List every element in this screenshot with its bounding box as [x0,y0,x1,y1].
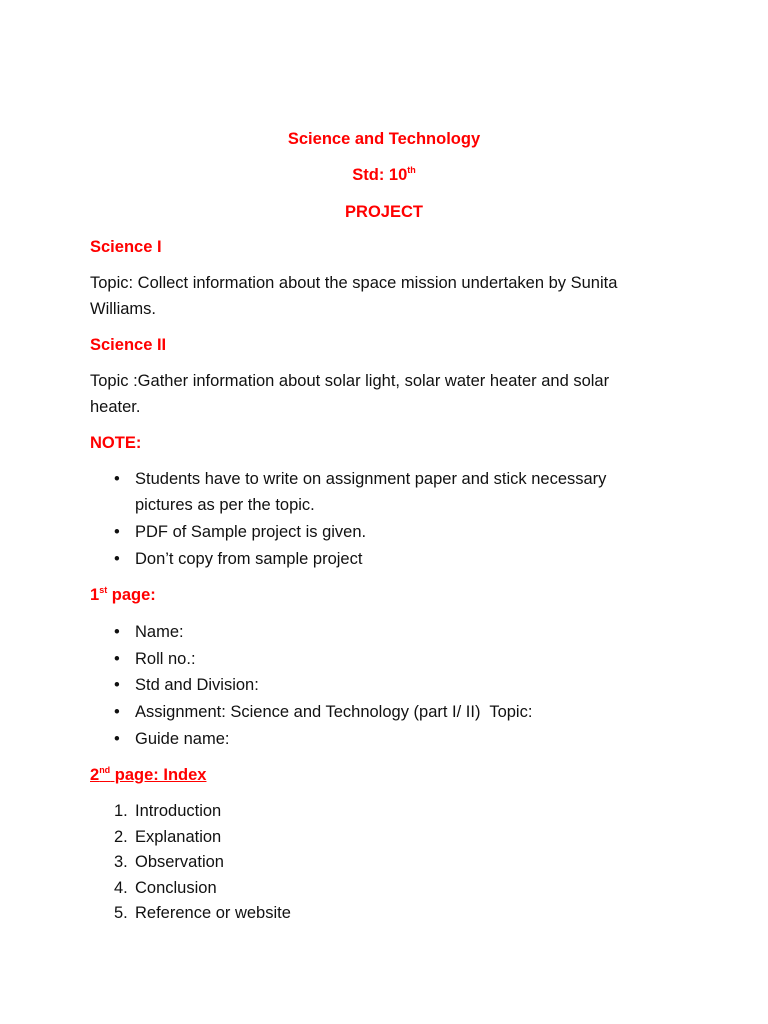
first-page-item [90,650,690,676]
project-heading: PROJECT [345,203,423,221]
note-item [90,550,690,580]
bullet-icon: • [114,623,120,641]
document-title: Science and Technology [287,130,481,148]
note-item-text-continued: pictures as per the topic. [135,496,315,514]
standard-heading [0,166,768,185]
index-item [90,904,690,930]
bullet-icon: • [114,650,120,668]
science-2-topic-line-1: Topic :Gather information about solar light, solar water heater and solar [90,372,610,390]
index-marker: 4. [114,879,128,897]
bullet-icon: • [114,703,120,721]
science-2-heading: Science II [90,336,167,354]
index-item [90,802,690,828]
second-page-superscript: nd [99,765,111,775]
index-item [90,879,690,905]
bullet-icon: • [114,550,120,568]
first-page-heading [90,586,156,605]
second-page-heading [90,766,206,785]
first-page-superscript: st [99,585,108,595]
first-page-label: page: [107,586,156,604]
second-page-label: page: Index [110,766,207,784]
index-item-text: Reference or website [135,904,291,922]
index-item-text: Observation [135,853,224,871]
index-item [90,853,690,879]
index-item [90,828,690,854]
first-page-item [90,703,690,729]
standard-superscript: th [407,165,416,175]
bullet-icon: • [114,470,120,488]
first-page-item-text: Std and Division: [135,676,259,694]
index-marker: 5. [114,904,128,922]
science-1-heading: Science I [90,238,162,256]
note-item [90,523,690,553]
standard-text: Std: 10 [352,166,408,184]
bullet-icon: • [114,523,120,541]
index-marker: 2. [114,828,128,846]
index-marker: 3. [114,853,128,871]
note-item-text: Don’t copy from sample project [135,550,363,568]
note-item-text: PDF of Sample project is given. [135,523,367,541]
bullet-icon: • [114,730,120,748]
science-2-topic-line-2: heater. [90,398,141,416]
index-item-text: Introduction [135,802,222,820]
index-marker: 1. [114,802,128,820]
first-page-item-text: Roll no.: [135,650,196,668]
science-1-topic-line-1: Topic: Collect information about the space mission undertaken by Sunita [90,274,618,292]
first-page-item-text: Assignment: Science and Technology (part I/ II) Topic: [135,703,533,721]
first-page-item [90,623,690,649]
first-page-item-text: Name: [135,623,184,641]
first-page-item [90,676,690,702]
second-page-num: 2 [90,766,100,784]
first-page-item [90,730,690,756]
index-item-text: Conclusion [135,879,217,897]
first-page-item-text: Guide name: [135,730,230,748]
index-item-text: Explanation [135,828,222,846]
bullet-icon: • [114,676,120,694]
note-item-text: Students have to write on assignment paper and stick necessary [135,470,607,488]
note-heading: NOTE: [90,434,142,452]
first-page-num: 1 [90,586,100,604]
science-1-topic-line-2: Williams. [90,300,156,318]
